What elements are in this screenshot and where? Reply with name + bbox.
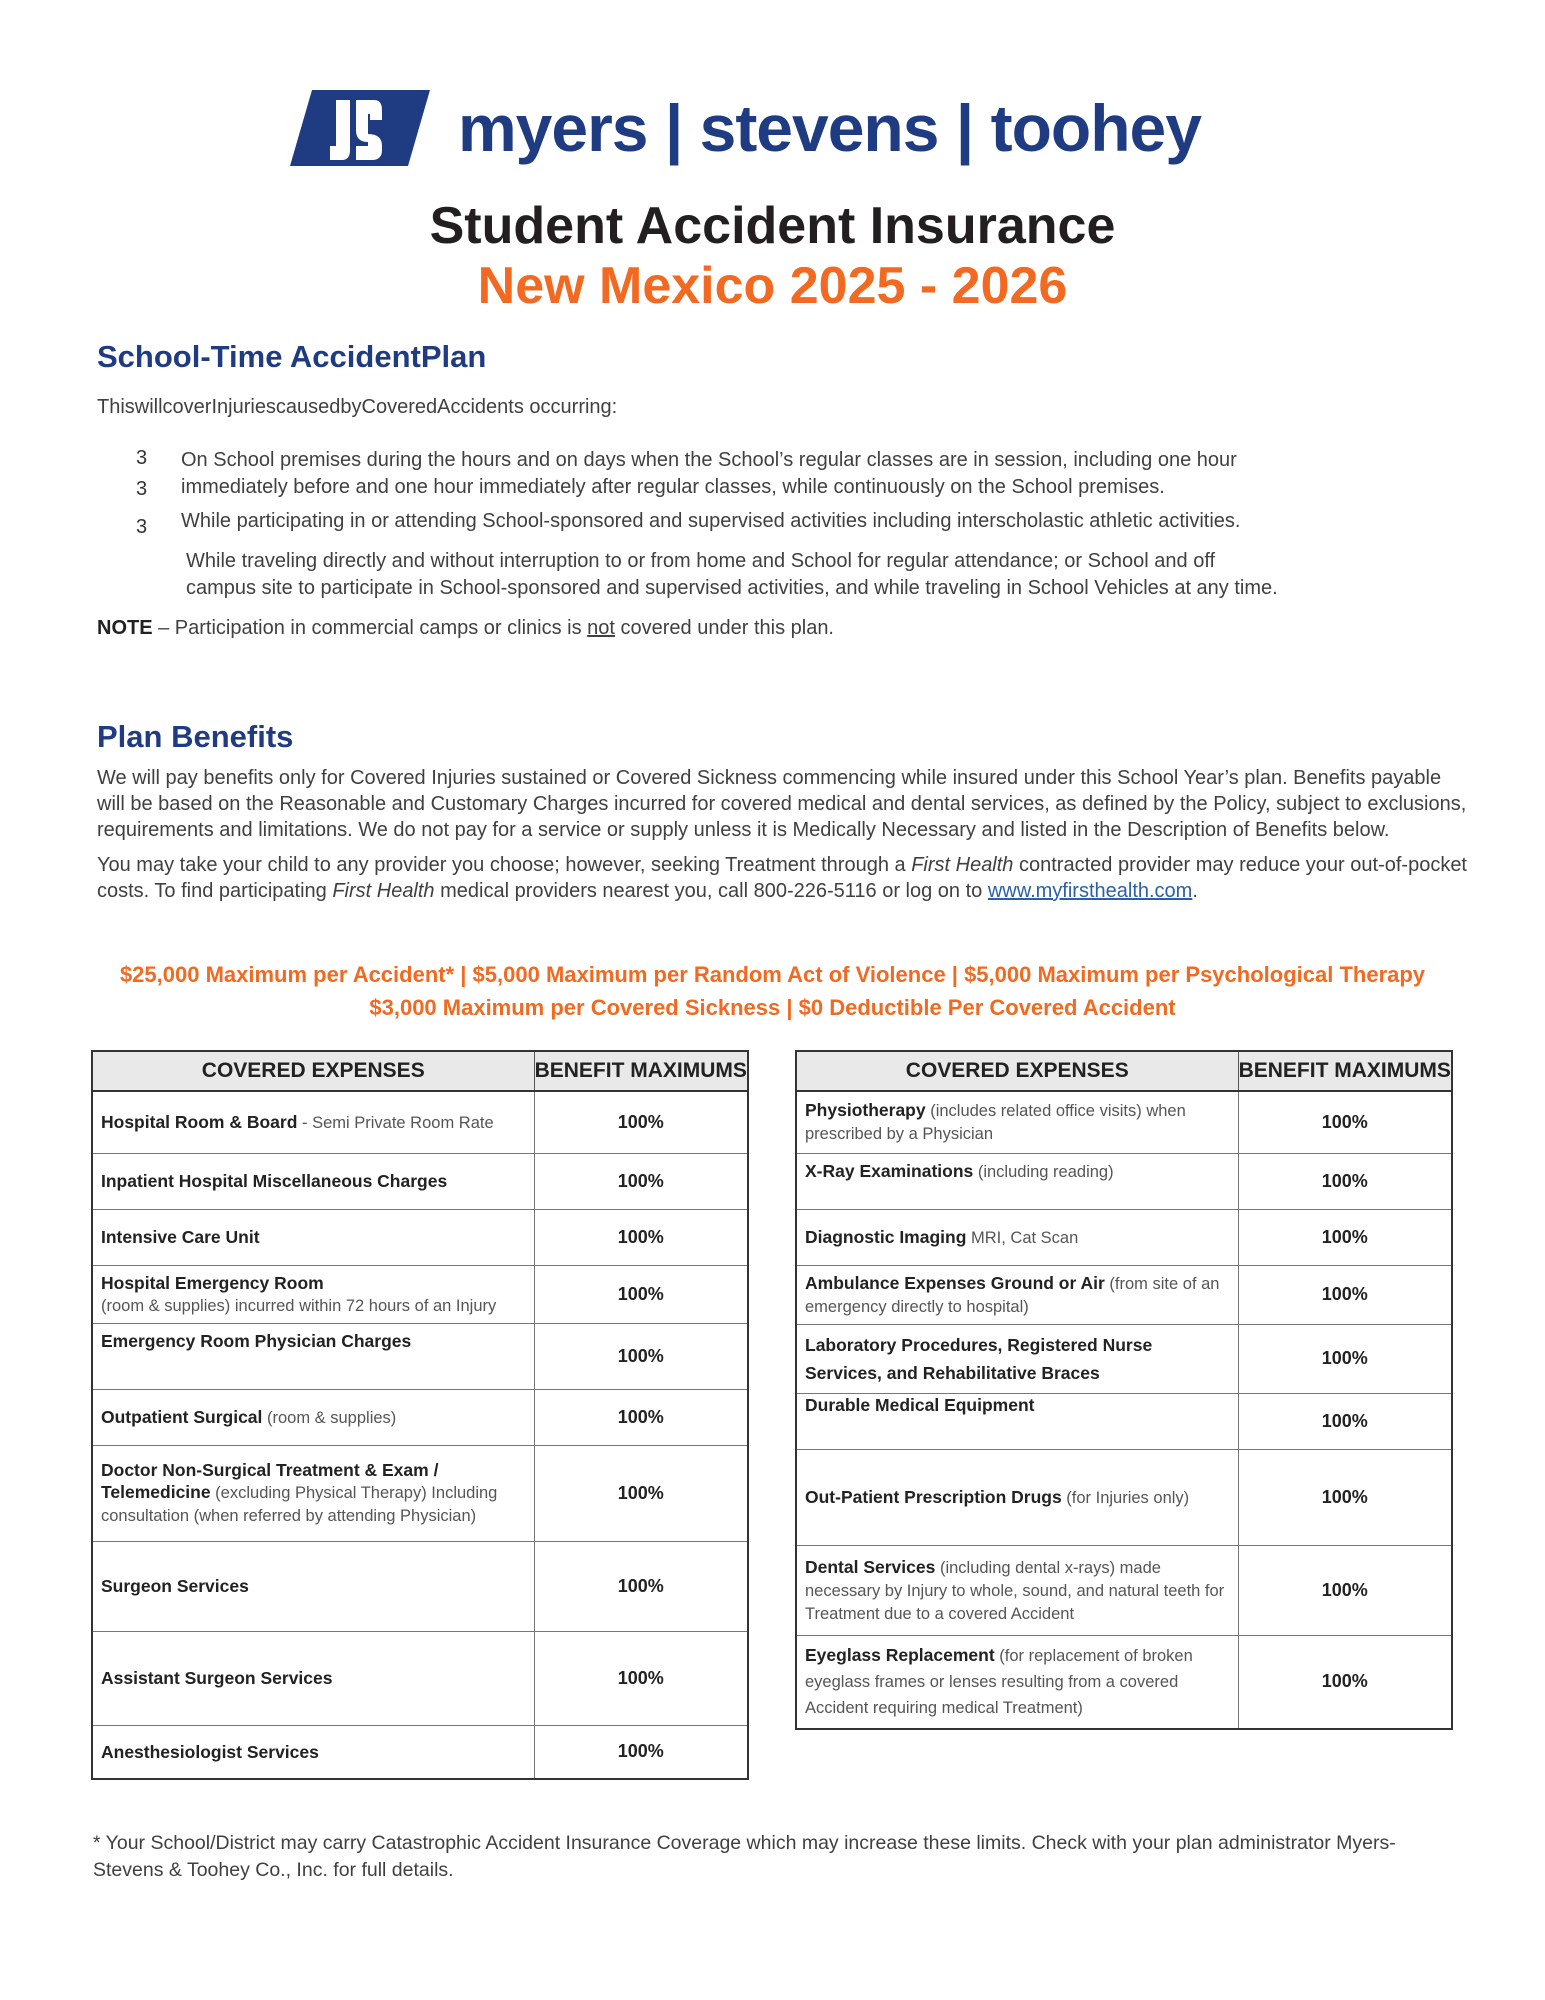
table-row	[796, 1635, 1452, 1729]
table-row	[92, 1209, 748, 1265]
benefit-value: 100%	[1238, 1209, 1452, 1265]
benefit-value: 100%	[1238, 1545, 1452, 1635]
expense-cell	[92, 1323, 534, 1389]
expense-desc: (including dental x-rays) made necessary by Injury to whole, sound, and natural teeth for Treatment due to a covered Accident	[805, 1558, 1225, 1623]
expense-cell	[92, 1631, 534, 1725]
table-row	[92, 1725, 748, 1779]
expense-title: Assistant Surgeon Services	[101, 1668, 333, 1688]
paragraph-line: requirements and limitations. We do not pay for a service or supply unless it is Medically Necessary and listed in the Description of Benefits below.	[97, 819, 1390, 841]
expense-cell	[796, 1265, 1238, 1324]
expense-title: Hospital Room & Board	[101, 1111, 298, 1132]
text-span: contracted provider may reduce your out-of-pocket	[1013, 854, 1467, 876]
expense-title: Diagnostic Imaging	[805, 1226, 967, 1247]
expense-cell	[92, 1091, 534, 1153]
expense-desc: (room & supplies) incurred within 72 hours of an Injury	[101, 1296, 497, 1315]
expense-title: Durable Medical Equipment	[805, 1394, 1035, 1415]
expense-title: Anesthesiologist Services	[101, 1741, 319, 1762]
table-header-row	[92, 1051, 748, 1091]
expense-title: Surgeon Services	[101, 1576, 249, 1596]
coverage-bullet-text: On School premises during the hours and on days when the School’s regular classes are in session, including one hour	[181, 449, 1237, 471]
benefits-table-left	[91, 1050, 749, 1780]
bullet-marker: 3	[136, 447, 148, 469]
table-row	[92, 1445, 748, 1541]
benefit-value: 100%	[534, 1323, 748, 1389]
expense-cell	[796, 1635, 1238, 1729]
expense-cell	[92, 1445, 534, 1541]
table-row	[796, 1265, 1452, 1324]
table-row	[92, 1323, 748, 1389]
table-row	[92, 1153, 748, 1209]
benefit-value: 100%	[534, 1631, 748, 1725]
benefit-value: 100%	[534, 1389, 748, 1445]
benefit-value: 100%	[534, 1091, 748, 1153]
expense-title: Eyeglass Replacement	[805, 1644, 995, 1665]
coverage-bullet-text: While participating in or attending School-sponsored and supervised activities including interscholastic athletic activities.	[181, 510, 1241, 532]
expense-title: Ambulance Expenses Ground or Air	[805, 1272, 1105, 1293]
expense-title: Laboratory Procedures, Registered Nurse Services, and Rehabilitative Braces	[805, 1334, 1153, 1383]
benefit-value: 100%	[534, 1445, 748, 1541]
expense-title: X-Ray Examinations	[805, 1160, 974, 1181]
benefit-maximums-header: BENEFIT MAXIMUMS	[534, 1051, 748, 1091]
expense-desc: (excluding Physical Therapy) Including consultation (when referred by attending Physician)	[101, 1484, 498, 1525]
bullet-marker: 3	[136, 478, 148, 500]
coverage-bullet-text: immediately before and one hour immediately after regular classes, while continuously on the School premises.	[181, 476, 1165, 498]
benefit-value: 100%	[1238, 1393, 1452, 1449]
expense-cell	[92, 1265, 534, 1323]
expense-desc: (including reading)	[973, 1162, 1114, 1181]
expense-cell	[796, 1324, 1238, 1393]
coverage-travel-text: campus site to participate in School-sponsored and supervised activities, and while traveling in School Vehicles at any time.	[186, 577, 1278, 599]
benefit-value: 100%	[534, 1725, 748, 1779]
paragraph-line	[97, 852, 1467, 878]
benefit-value: 100%	[1238, 1635, 1452, 1729]
table-row	[92, 1389, 748, 1445]
table-row	[92, 1091, 748, 1153]
coverage-travel-text: While traveling directly and without interruption to or from home and School for regular attendance; or School and off	[186, 550, 1216, 572]
plan-benefits-paragraph	[97, 765, 1466, 843]
expense-cell	[796, 1209, 1238, 1265]
maximums-line-1: $25,000 Maximum per Accident* | $5,000 Maximum per Random Act of Violence | $5,000 Maximum per Psychological Therapy	[119, 962, 1426, 987]
table-row	[796, 1153, 1452, 1209]
expense-cell	[796, 1393, 1238, 1449]
school-time-heading: School-Time AccidentPlan	[97, 339, 487, 374]
benefit-maximums-header: BENEFIT MAXIMUMS	[1238, 1051, 1452, 1091]
page-subtitle: New Mexico 2025 - 2026	[477, 257, 1068, 315]
benefit-value: 100%	[1238, 1324, 1452, 1393]
table-row	[92, 1541, 748, 1631]
table-header-row	[796, 1051, 1452, 1091]
plan-benefits-heading: Plan Benefits	[97, 719, 294, 754]
table-row	[92, 1265, 748, 1323]
covered-expenses-header: COVERED EXPENSES	[796, 1051, 1238, 1091]
expense-title: Hospital Emergency Room	[101, 1272, 324, 1293]
expense-cell	[92, 1541, 534, 1631]
first-health-link[interactable]: www.myfirsthealth.com	[987, 880, 1193, 902]
expense-desc: (room & supplies)	[262, 1408, 397, 1427]
table-row	[796, 1449, 1452, 1545]
bullet-marker: 3	[136, 516, 148, 538]
benefit-value: 100%	[1238, 1153, 1452, 1209]
first-health-name: First Health	[332, 880, 435, 902]
mst-logo-mark-icon	[290, 90, 430, 166]
expense-cell	[796, 1091, 1238, 1153]
benefit-value: 100%	[534, 1209, 748, 1265]
benefit-value: 100%	[1238, 1449, 1452, 1545]
expense-desc: (from site of an emergency directly to hospital)	[805, 1274, 1220, 1316]
paragraph-line: will be based on the Reasonable and Customary Charges incurred for covered medical and dental services, as defined by the Policy, subject to exclusions,	[97, 793, 1467, 815]
text-span: .	[1192, 880, 1198, 902]
coverage-note	[97, 615, 834, 642]
provider-paragraph	[97, 852, 1467, 904]
table-row	[92, 1631, 748, 1725]
note-label: NOTE	[97, 617, 153, 639]
expense-title: Dental Services	[805, 1556, 936, 1577]
expense-cell	[92, 1389, 534, 1445]
table-row	[796, 1091, 1452, 1153]
expense-title: Physiotherapy	[805, 1100, 926, 1121]
covered-expenses-header: COVERED EXPENSES	[92, 1051, 534, 1091]
expense-cell	[92, 1153, 534, 1209]
table-row	[796, 1324, 1452, 1393]
benefit-value: 100%	[534, 1265, 748, 1323]
table-row	[796, 1209, 1452, 1265]
expense-cell	[796, 1449, 1238, 1545]
paragraph-line	[97, 878, 1467, 904]
footnote-line: * Your School/District may carry Catastrophic Accident Insurance Coverage which may increase these limits. Check with your plan administrator Myers-	[93, 1832, 1396, 1854]
expense-title: Outpatient Surgical	[101, 1406, 263, 1427]
expense-title: Inpatient Hospital Miscellaneous Charges	[101, 1171, 448, 1191]
expense-desc: (for replacement of broken eyeglass frames or lenses resulting from a covered Accident requiring medical Treatment)	[805, 1646, 1193, 1717]
coverage-intro: ThiswillcoverInjuriescausedbyCoveredAccidents occurring:	[97, 396, 618, 418]
expense-title: Doctor Non-Surgical Treatment & Exam / Telemedicine	[101, 1460, 439, 1502]
maximums-line-2: $3,000 Maximum per Covered Sickness | $0 Deductible Per Covered Accident	[369, 995, 1176, 1020]
text-span: costs. To find participating	[97, 880, 333, 902]
expense-desc: (for Injuries only)	[1061, 1488, 1190, 1507]
expense-cell	[796, 1545, 1238, 1635]
note-text: – Participation in commercial camps or clinics is	[152, 617, 588, 639]
table-row	[796, 1393, 1452, 1449]
benefit-value: 100%	[1238, 1265, 1452, 1324]
note-text-end: covered under this plan.	[614, 617, 834, 639]
expense-desc: (includes related office visits) when prescribed by a Physician	[805, 1102, 1186, 1144]
paragraph-line: We will pay benefits only for Covered Injuries sustained or Covered Sickness commencing while insured under this School Year’s plan. Benefits payable	[97, 767, 1442, 789]
expense-title: Intensive Care Unit	[101, 1227, 260, 1247]
page-title: Student Accident Insurance	[429, 197, 1116, 255]
text-span: You may take your child to any provider you choose; however, seeking Treatment through a	[97, 854, 912, 876]
first-health-name: First Health	[911, 854, 1014, 876]
expense-cell	[796, 1153, 1238, 1209]
table-row	[796, 1545, 1452, 1635]
footnote-line: Stevens & Toohey Co., Inc. for full details.	[93, 1859, 454, 1881]
expense-title: Emergency Room Physician Charges	[101, 1330, 412, 1351]
company-logo	[290, 88, 1201, 168]
benefit-value: 100%	[534, 1541, 748, 1631]
expense-cell	[92, 1725, 534, 1779]
note-emphasis: not	[587, 617, 615, 639]
expense-desc: MRI, Cat Scan	[966, 1228, 1079, 1247]
expense-cell	[92, 1209, 534, 1265]
benefit-value: 100%	[1238, 1091, 1452, 1153]
expense-title: Out-Patient Prescription Drugs	[805, 1486, 1062, 1507]
benefits-table-right	[795, 1050, 1453, 1730]
expense-desc: - Semi Private Room Rate	[297, 1113, 494, 1132]
logo-wordmark: myers | stevens | toohey	[458, 91, 1201, 165]
text-span: medical providers nearest you, call 800-226-5116 or log on to	[434, 880, 988, 902]
benefit-value: 100%	[534, 1153, 748, 1209]
footnote	[93, 1830, 1453, 1884]
